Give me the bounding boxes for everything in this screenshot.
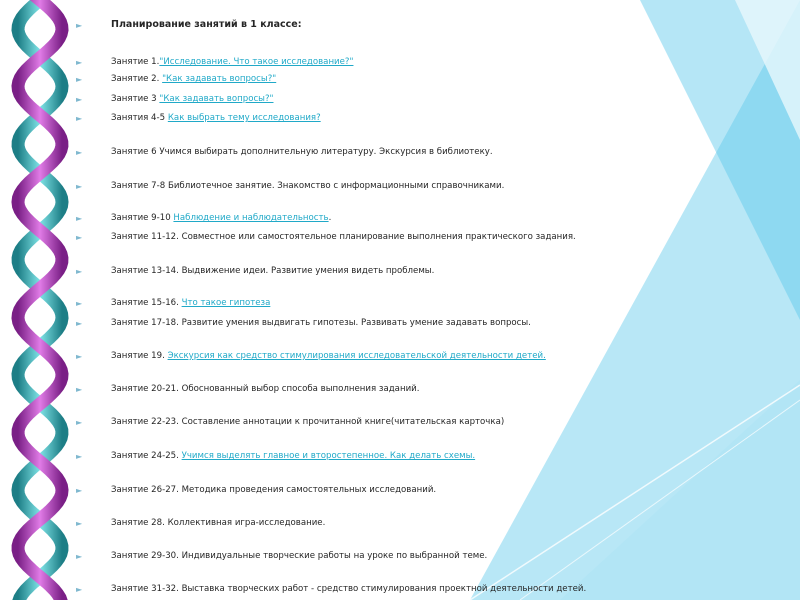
bullet-icon: ► (76, 182, 83, 191)
bullet-icon: ► (76, 486, 83, 495)
bullet-icon: ► (76, 585, 83, 594)
lesson-label: Занятие 20-21. Обоснованный выбор способа выполнения заданий. (111, 384, 420, 394)
lesson-text (111, 317, 531, 330)
bullet-icon: ► (76, 299, 83, 308)
lesson-suffix: . (328, 213, 332, 223)
bullet-icon: ► (76, 385, 83, 394)
lesson-text (111, 416, 504, 429)
lesson-link[interactable]: "Как задавать вопросы?" (162, 74, 277, 84)
lesson-item (76, 265, 716, 279)
lesson-text (111, 350, 546, 363)
lesson-label: Занятие 29-30. Индивидуальные творческие работы на уроке по выбранной теме. (111, 551, 488, 561)
lesson-label: Занятие 24-25. (111, 451, 182, 461)
lesson-label: Занятие 17-18. Развитие умения выдвигать гипотезы. Развивать умение задавать вопросы. (111, 318, 531, 328)
lesson-item (76, 93, 716, 107)
bullet-icon: ► (76, 95, 83, 104)
lesson-label: Занятие 19. (111, 351, 168, 361)
lesson-text (111, 93, 273, 106)
lesson-link[interactable]: Как выбрать тему исследования? (167, 113, 321, 123)
slide-title: Планирование занятий в 1 классе: (111, 19, 302, 30)
slide-content (76, 0, 716, 600)
lesson-item (76, 73, 716, 87)
lesson-text (111, 583, 586, 596)
title-row (76, 19, 716, 33)
lesson-item (76, 231, 716, 245)
lesson-label: Занятие 3 (111, 94, 160, 104)
lesson-label: Занятие 2. (111, 74, 163, 84)
lesson-link[interactable]: "Исследование. Что такое исследование?" (159, 57, 354, 67)
lesson-text (111, 450, 475, 463)
lesson-label: Занятие 11-12. Совместное или самостоятельное планирование выполнения практического задания. (111, 232, 576, 242)
lesson-item (76, 297, 716, 311)
lesson-text (111, 517, 325, 530)
lesson-item (76, 180, 716, 194)
lesson-text (111, 484, 436, 497)
lesson-label: Занятие 7-8 Библиотечное занятие. Знакомство с информационными справочниками. (111, 181, 505, 191)
lesson-item (76, 112, 716, 126)
lesson-item (76, 583, 716, 597)
lesson-text (111, 73, 276, 86)
bullet-icon: ► (76, 352, 83, 361)
lesson-text (111, 265, 434, 278)
lesson-item (76, 383, 716, 397)
bullet-icon: ► (76, 233, 83, 242)
bullet-icon: ► (76, 267, 83, 276)
bullet-icon: ► (76, 214, 83, 223)
lesson-link[interactable]: Наблюдение и наблюдательность (173, 213, 329, 223)
lesson-item (76, 350, 716, 364)
lesson-label: Занятие 1. (111, 57, 160, 67)
bullet-icon: ► (76, 75, 83, 84)
lesson-text (111, 231, 576, 244)
lesson-text (111, 146, 493, 159)
lesson-item (76, 484, 716, 498)
bullet-icon: ► (76, 319, 83, 328)
lesson-label: Занятие 9-10 (111, 213, 174, 223)
lesson-text (111, 212, 331, 225)
lesson-item (76, 450, 716, 464)
lesson-label: Занятие 13-14. Выдвижение идеи. Развитие умения видеть проблемы. (111, 266, 435, 276)
lesson-label: Занятие 15-16. (111, 298, 182, 308)
bullet-icon: ► (76, 21, 83, 30)
lesson-label: Занятие 31-32. Выставка творческих работ - средство стимулирования проектной деятельности детей. (111, 584, 587, 594)
lesson-text (111, 383, 419, 396)
lesson-text (111, 56, 353, 69)
bullet-icon: ► (76, 519, 83, 528)
bullet-icon: ► (76, 114, 83, 123)
lesson-item (76, 146, 716, 160)
lesson-text (111, 112, 321, 125)
lesson-link[interactable]: Экскурсия как средство стимулирования исследовательской деятельности детей. (167, 351, 546, 361)
lesson-item (76, 56, 716, 70)
lesson-item (76, 317, 716, 331)
lesson-label: Занятие 28. Коллективная игра-исследование. (111, 518, 326, 528)
lesson-label: Занятие 22-23. Составление аннотации к прочитанной книге(читательская карточка) (111, 417, 505, 427)
lesson-item (76, 416, 716, 430)
bullet-icon: ► (76, 452, 83, 461)
lesson-link[interactable]: "Как задавать вопросы?" (159, 94, 274, 104)
bullet-icon: ► (76, 148, 83, 157)
bullet-icon: ► (76, 58, 83, 67)
lesson-text (111, 550, 487, 563)
lesson-text (111, 180, 504, 193)
lesson-item (76, 212, 716, 226)
lesson-label: Занятия 4-5 (111, 113, 168, 123)
lesson-item (76, 517, 716, 531)
bullet-icon: ► (76, 552, 83, 561)
lesson-item (76, 550, 716, 564)
lesson-link[interactable]: Учимся выделять главное и второстепенное. Как делать схемы. (181, 451, 476, 461)
lesson-label: Занятие 26-27. Методика проведения самостоятельных исследований. (111, 485, 437, 495)
bullet-icon: ► (76, 418, 83, 427)
lesson-text (111, 297, 270, 310)
lesson-label: Занятие 6 Учимся выбирать дополнительную литературу. Экскурсия в библиотеку. (111, 147, 493, 157)
lesson-link[interactable]: Что такое гипотеза (181, 298, 271, 308)
